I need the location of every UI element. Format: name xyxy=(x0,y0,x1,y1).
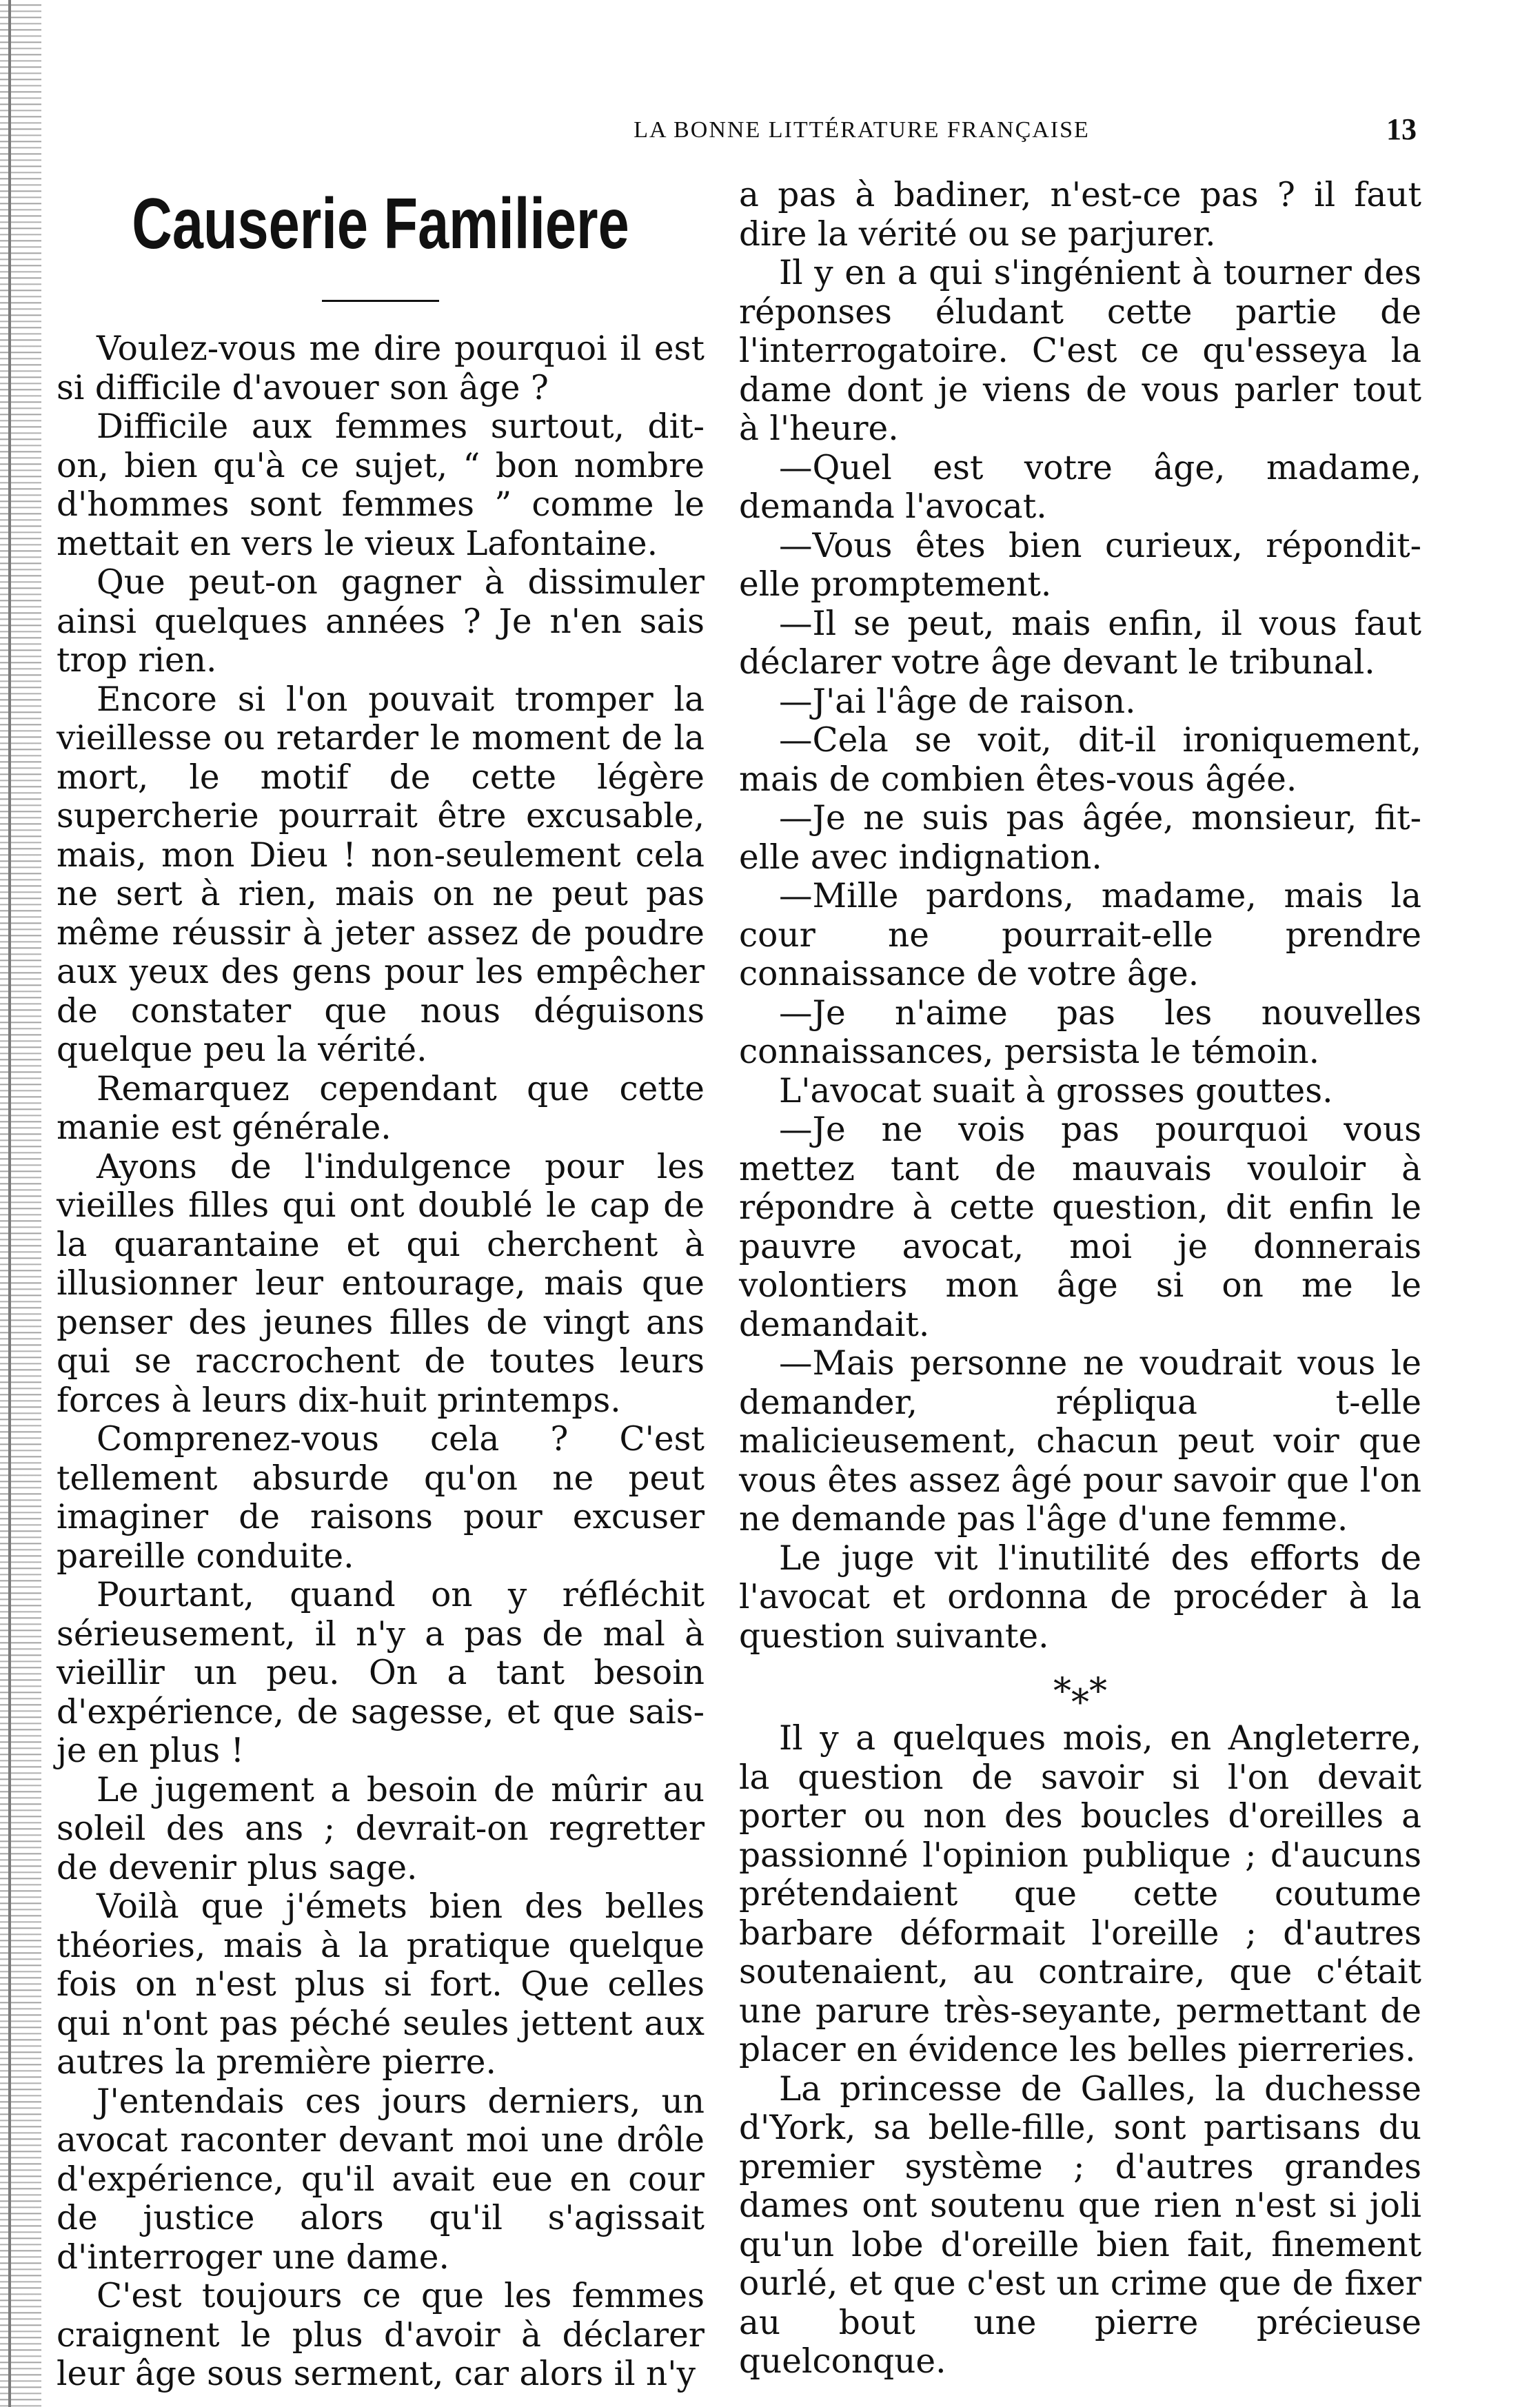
running-header: LA BONNE LITTÉRATURE FRANÇAISE xyxy=(634,117,1090,143)
paragraph: Difficile aux femmes surtout, dit-on, bien qu'à ce sujet, “ bon nombre d'hommes sont femmes ” comme le mettait en vers le vieux Lafontaine. xyxy=(57,407,705,563)
paragraph: —Je ne suis pas âgée, monsieur, fit-elle avec indignation. xyxy=(739,799,1421,877)
paragraph: —Mais personne ne voudrait vous le demander, répliqua t-elle malicieusement, chacun peut voir que vous êtes assez âgé pour savoir que l'on ne demande pas l'âge d'une femme. xyxy=(739,1344,1421,1538)
paragraph: —Mille pardons, madame, mais la cour ne pourrait-elle prendre connaissance de votre âge. xyxy=(739,877,1421,993)
article-title: Causerie Familiere xyxy=(132,184,629,264)
paragraph: —Quel est votre âge, madame, demanda l'avocat. xyxy=(739,448,1421,526)
paragraph: Que peut-on gagner à dissimuler ainsi quelques années ? Je n'en sais trop rien. xyxy=(57,563,705,680)
paragraph: Le jugement a besoin de mûrir au soleil des ans ; devrait-on regretter de devenir plus sage. xyxy=(57,1770,705,1887)
paragraph: —Je n'aime pas les nouvelles connaissances, persista le témoin. xyxy=(739,993,1421,1071)
paragraph: Pourtant, quand on y réfléchit sérieusement, il n'y a pas de mal à vieillir un peu. On a tant besoin d'expérience, de sagesse, et que sais-je en plus ! xyxy=(57,1576,705,1770)
paragraph: Il y a quelques mois, en Angleterre, la question de savoir si l'on devait porter ou non des boucles d'oreilles a passionné l'opinion publique ; d'aucuns prétendaient que cette coutume barbare déformait l'oreille ; d'autres soutenaient, au contraire, que c'était une parure très-seyante, permettant de placer en évidence les belles pierreries. xyxy=(739,1719,1421,2069)
paragraph: Comprenez-vous cela ? C'est tellement absurde qu'on ne peut imaginer de raisons pour excuser pareille conduite. xyxy=(57,1420,705,1576)
paragraph: Remarquez cependant que cette manie est générale. xyxy=(57,1069,705,1147)
page-binding-edge xyxy=(0,0,41,2407)
paragraph: —J'ai l'âge de raison. xyxy=(779,682,1136,721)
paragraph: Voilà que j'émets bien des belles théories, mais à la pratique quelque fois on n'est plus si fort. Que celles qui n'ont pas péché seules jettent aux autres la première pierre. xyxy=(57,1887,705,2082)
page-number: 13 xyxy=(1386,112,1417,146)
paragraph: —Il se peut, mais enfin, il vous faut déclarer votre âge devant le tribunal. xyxy=(739,604,1421,682)
paragraph: Il y en a qui s'ingénient à tourner des réponses éludant cette partie de l'interrogatoire. C'est ce qu'esseya la dame dont je viens de vous parler tout à l'heure. xyxy=(739,254,1421,448)
paragraph: La princesse de Galles, la duchesse d'York, sa belle-fille, sont partisans du premier système ; d'autres grandes dames ont soutenu que rien n'est si joli qu'un lobe d'oreille bien fait, finement ourlé, et que c'est un crime que de fixer au bout une pierre précieuse quelconque. xyxy=(739,2069,1421,2381)
paragraph: Voulez-vous me dire pourquoi il est si difficile d'avouer son âge ? xyxy=(57,329,705,407)
title-rule xyxy=(322,300,439,302)
section-separator: *⁎* xyxy=(1053,1671,1107,1712)
paragraph: Encore si l'on pouvait tromper la vieillesse ou retarder le moment de la mort, le motif de cette légère supercherie pourrait être excusable, mais, mon Dieu ! non-seulement cela ne sert à rien, mais on ne peut pas même réussir à jeter assez de poudre aux yeux des gens pour les empêcher de constater que nous déguisons quelque peu la vérité. xyxy=(57,680,705,1069)
paragraph: Ayons de l'indulgence pour les vieilles filles qui ont doublé le cap de la quarantaine et qui cherchent à illusionner leur entourage, mais que penser des jeunes filles de vingt ans qui se raccrochent de toutes leurs forces à leurs dix-huit printemps. xyxy=(57,1147,705,1420)
paragraph: —Vous êtes bien curieux, répondit-elle promptement. xyxy=(739,526,1421,604)
paragraph: Le juge vit l'inutilité des efforts de l'avocat et ordonna de procéder à la question suivante. xyxy=(739,1538,1421,1656)
paragraph: J'entendais ces jours derniers, un avocat raconter devant moi une drôle d'expérience, qu'il avait eue en cour de justice alors qu'il s'agissait d'interroger une dame. xyxy=(57,2082,705,2277)
left-column xyxy=(57,176,705,2394)
right-column xyxy=(739,176,1421,2381)
paragraph: C'est toujours ce que les femmes craignent le plus d'avoir à déclarer leur âge sous serment, car alors il n'y xyxy=(57,2277,705,2393)
paragraph: —Je ne vois pas pourquoi vous mettez tant de mauvais vouloir à répondre à cette question, dit enfin le pauvre avocat, moi je donnerais volontiers mon âge si on me le demandait. xyxy=(739,1110,1421,1344)
paragraph-continuation: a pas à badiner, n'est-ce pas ? il faut dire la vérité ou se parjurer. xyxy=(739,176,1421,254)
paragraph: —Cela se voit, dit-il ironiquement, mais de combien êtes-vous âgée. xyxy=(739,721,1421,799)
paragraph: L'avocat suait à grosses gouttes. xyxy=(779,1071,1333,1110)
